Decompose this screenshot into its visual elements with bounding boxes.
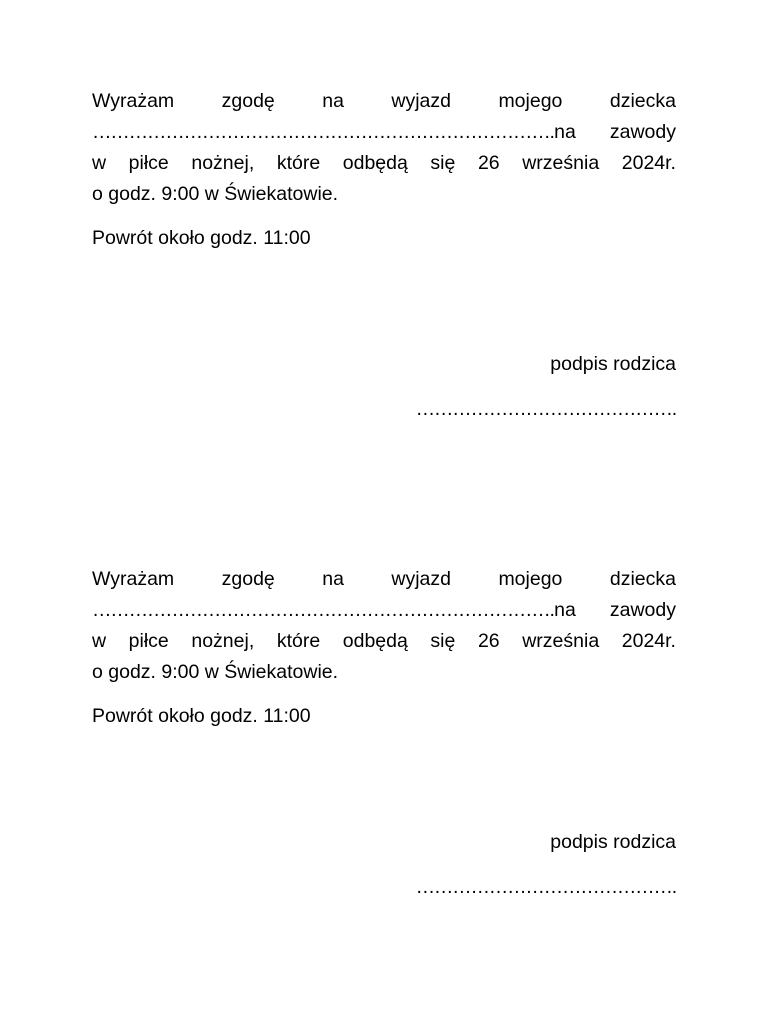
consent-line-2 xyxy=(92,595,676,626)
word: dziecka xyxy=(609,90,676,112)
consent-line-3 xyxy=(92,626,676,657)
word: 26 xyxy=(477,630,500,652)
word: w xyxy=(92,630,107,652)
consent-line-1 xyxy=(92,564,676,595)
word: które xyxy=(276,152,321,174)
child-name-placeholder: …………………………………………………………………. xyxy=(92,121,554,143)
location-text: o godz. 9:00 w Świekatowie. xyxy=(92,183,339,205)
signature-label: podpis rodzica xyxy=(550,831,676,853)
return-time-text: Powrót około godz. 11:00 xyxy=(92,705,311,727)
word: odbędą xyxy=(342,630,408,652)
word: w xyxy=(92,152,107,174)
word: odbędą xyxy=(342,152,408,174)
signature-line: ……………………………………. xyxy=(415,876,676,898)
word: 26 xyxy=(477,152,500,174)
word: na xyxy=(322,568,344,590)
word: września xyxy=(522,630,600,652)
consent-line-4 xyxy=(92,179,676,210)
word: mojego xyxy=(498,568,563,590)
word: wyjazd xyxy=(391,90,451,112)
word: się xyxy=(430,630,456,652)
consent-line-4 xyxy=(92,657,676,688)
word: nożnej, xyxy=(191,152,255,174)
word: na xyxy=(322,90,344,112)
word: piłce xyxy=(128,630,169,652)
word: na xyxy=(554,599,576,621)
word: które xyxy=(276,630,321,652)
word: 2024r. xyxy=(621,630,676,652)
consent-line-1 xyxy=(92,86,676,117)
word: zawody xyxy=(609,121,676,143)
word: zawody xyxy=(609,599,676,621)
consent-line-3 xyxy=(92,148,676,179)
child-name-placeholder: …………………………………………………………………. xyxy=(92,599,554,621)
signature-label: podpis rodzica xyxy=(550,353,676,375)
word: zgodę xyxy=(221,90,275,112)
word: wyjazd xyxy=(391,568,451,590)
consent-form-2 xyxy=(92,564,676,898)
word: Wyrażam xyxy=(92,568,175,590)
word: Wyrażam xyxy=(92,90,175,112)
word: zgodę xyxy=(221,568,275,590)
signature-block xyxy=(376,827,676,903)
consent-line-2 xyxy=(92,117,676,148)
word: na xyxy=(554,121,576,143)
location-text: o godz. 9:00 w Świekatowie. xyxy=(92,661,339,683)
word: nożnej, xyxy=(191,630,255,652)
word: 2024r. xyxy=(621,152,676,174)
word: dziecka xyxy=(609,568,676,590)
word: piłce xyxy=(128,152,169,174)
consent-form-1 xyxy=(92,86,676,420)
word: mojego xyxy=(498,90,563,112)
signature-line: ……………………………………. xyxy=(415,398,676,420)
return-time-text: Powrót około godz. 11:00 xyxy=(92,227,311,249)
word: września xyxy=(522,152,600,174)
signature-block xyxy=(376,349,676,425)
word: się xyxy=(430,152,456,174)
